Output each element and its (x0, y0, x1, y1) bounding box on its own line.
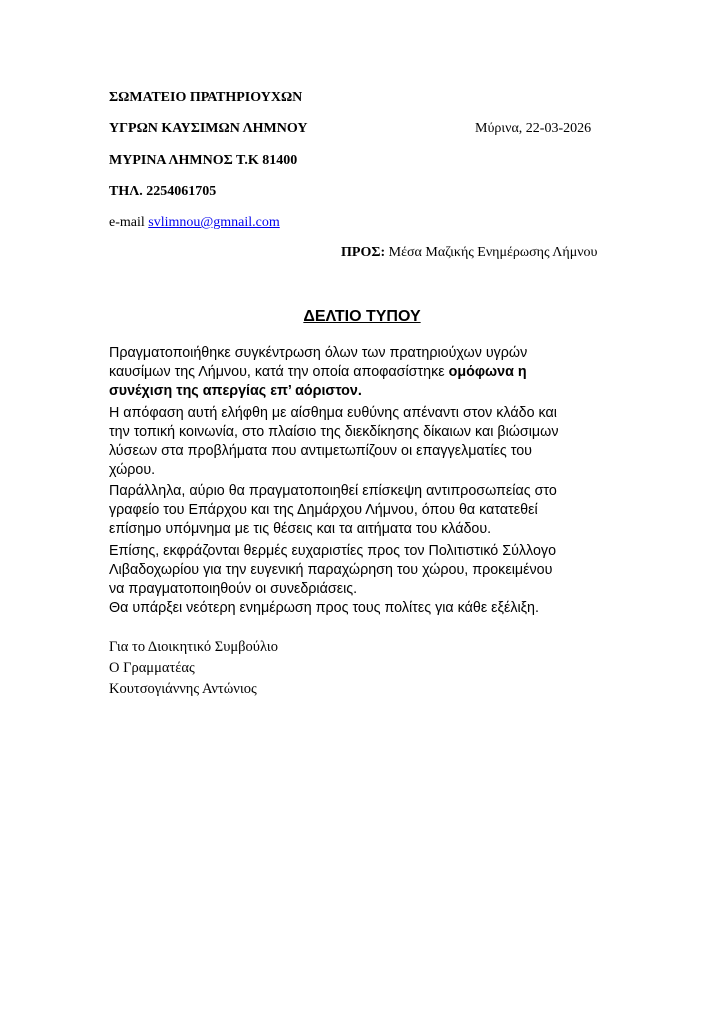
address-line: ΜΥΡΙΝΑ ΛΗΜΝΟΣ Τ.Κ 81400 (109, 153, 298, 168)
phone-line: ΤΗΛ. 2254061705 (109, 184, 217, 199)
email-link[interactable]: svlimnou@gmnail.com (148, 215, 280, 230)
body-line-emphasis: συνέχιση της απεργίας επ’ αόριστον. (109, 383, 362, 399)
body-line: λύσεων στα προβλήματα που αντιμετωπίζουν οι επαγγελματίες του (109, 443, 533, 459)
body-text: καυσίμων της Λήμνου, κατά την οποία αποφασίστηκε (109, 364, 449, 380)
body-line: γραφείο του Επάρχου και της Δημάρχου Λήμνου, όπου θα κατατεθεί (109, 502, 538, 518)
signature-role: Ο Γραμματέας (109, 660, 195, 676)
union-name-line1: ΣΩΜΑΤΕΙΟ ΠΡΑΤΗΡΙΟΥΧΩΝ (109, 90, 303, 105)
body-line: Θα υπάρξει νεότερη ενημέρωση προς τους πολίτες για κάθε εξέλιξη. (109, 600, 539, 616)
recipient-value: Μέσα Μαζικής Ενημέρωσης Λήμνου (385, 245, 598, 260)
union-name-line2: ΥΓΡΩΝ ΚΑΥΣΙΜΩΝ ΛΗΜΝΟΥ (109, 121, 308, 136)
body-line: να πραγματοποιηθούν οι συνεδριάσεις. (109, 581, 358, 597)
body-line: Λιβαδοχωρίου για την ευγενική παραχώρηση του χώρου, προκειμένου (109, 562, 553, 578)
body-line: την τοπική κοινωνία, στο πλαίσιο της διεκδίκησης δίκαιων και βιώσιμων (109, 424, 559, 440)
recipient-line (341, 245, 597, 261)
body-emphasis: ομόφωνα η (448, 364, 527, 380)
signature-name: Κουτσογιάννης Αντώνιος (109, 681, 257, 697)
email-line (109, 215, 280, 231)
email-label: e-mail (109, 215, 149, 230)
body-line: χώρου. (109, 462, 156, 478)
body-line (109, 363, 527, 381)
signature-board: Για το Διοικητικό Συμβούλιο (109, 639, 278, 655)
recipient-label: ΠΡΟΣ: (341, 245, 386, 260)
body-line: Παράλληλα, αύριο θα πραγματοποιηθεί επίσκεψη αντιπροσωπείας στο (109, 483, 557, 499)
document-date: Μύρινα, 22-03-2026 (475, 121, 592, 136)
body-line: Πραγματοποιήθηκε συγκέντρωση όλων των πρατηριούχων υγρών (109, 345, 528, 361)
body-line: Η απόφαση αυτή ελήφθη με αίσθημα ευθύνης απέναντι στον κλάδο και (109, 405, 557, 421)
document-title: ΔΕΛΤΙΟ ΤΥΠΟΥ (303, 308, 421, 325)
body-line: Επίσης, εκφράζονται θερμές ευχαριστίες προς τον Πολιτιστικό Σύλλογο (109, 543, 557, 559)
body-line: επίσημο υπόμνημα με τις θέσεις και τα αιτήματα του κλάδου. (109, 521, 492, 537)
